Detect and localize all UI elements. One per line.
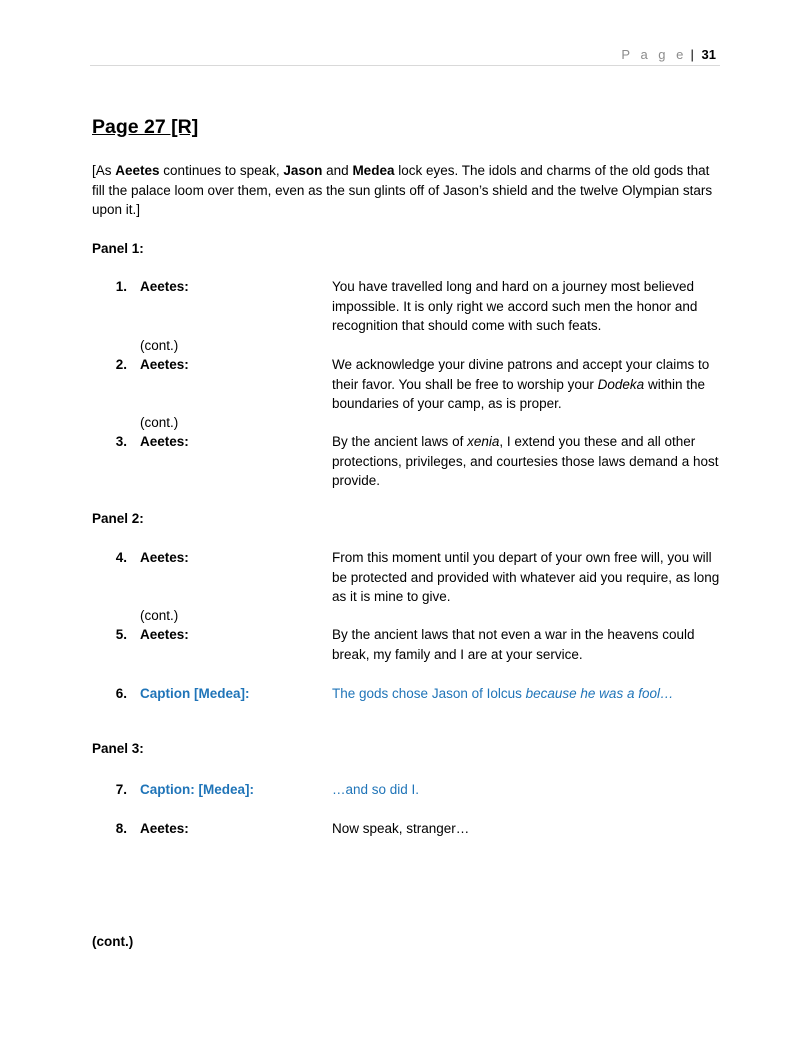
dialogue-text: Now speak, stranger… <box>332 821 470 836</box>
cont-label: (cont.) <box>140 415 179 430</box>
caption-speaker: Caption: [Medea]: <box>140 782 254 797</box>
speaker: Aeetes: <box>140 821 189 836</box>
speaker: Aeetes: <box>140 434 189 449</box>
page-title: Page 27 [R] <box>92 116 199 138</box>
cont-label: (cont.) <box>140 608 179 623</box>
page-header <box>0 47 716 62</box>
header-divider <box>90 65 720 66</box>
caption-text: The gods chose Jason of Iolcus because he was a fool… <box>332 686 674 701</box>
dialogue-text: We acknowledge your divine patrons and accept your claims to their favor. You shall be free to worship your Dodeka within the boundaries of your camp, as is proper. <box>332 357 710 411</box>
scene-description: [As Aeetes continues to speak, Jason and Medea lock eyes. The idols and charms of the old gods that fill the palace loom over them, even as the sun glints off of Jason’s shield and the twelve Olympian stars upon it.] <box>92 163 713 217</box>
caption-speaker: Caption [Medea]: <box>140 686 250 701</box>
page-number: 31 <box>701 47 716 62</box>
caption-text: …and so did I. <box>332 782 420 797</box>
panel-3-heading: Panel 3: <box>92 741 144 756</box>
footer-cont: (cont.) <box>92 934 134 949</box>
dialogue-text: You have travelled long and hard on a journey most believed impossible. It is only right we accord such men the honor and recognition that should come with such feats. <box>332 279 698 333</box>
character-jason: Jason <box>283 163 323 178</box>
character-aeetes: Aeetes <box>115 163 160 178</box>
dialogue-text: From this moment until you depart of your own free will, you will be protected and provided with whatever aid you require, as long as it is mine to give. <box>332 550 720 604</box>
page-separator: | <box>690 47 694 62</box>
cont-label: (cont.) <box>140 338 179 353</box>
panel-2-heading: Panel 2: <box>92 511 144 526</box>
speaker: Aeetes: <box>140 550 189 565</box>
speaker: Aeetes: <box>140 357 189 372</box>
speaker: Aeetes: <box>140 279 189 294</box>
speaker: Aeetes: <box>140 627 189 642</box>
character-medea: Medea <box>352 163 395 178</box>
page-label: P a g e <box>621 47 687 62</box>
dialogue-text: By the ancient laws that not even a war in the heavens could break, my family and I are at your service. <box>332 627 695 662</box>
dialogue-text: By the ancient laws of xenia, I extend you these and all other protections, privileges, and courtesies those laws demand a host provide. <box>332 434 719 488</box>
panel-1-heading: Panel 1: <box>92 241 144 256</box>
